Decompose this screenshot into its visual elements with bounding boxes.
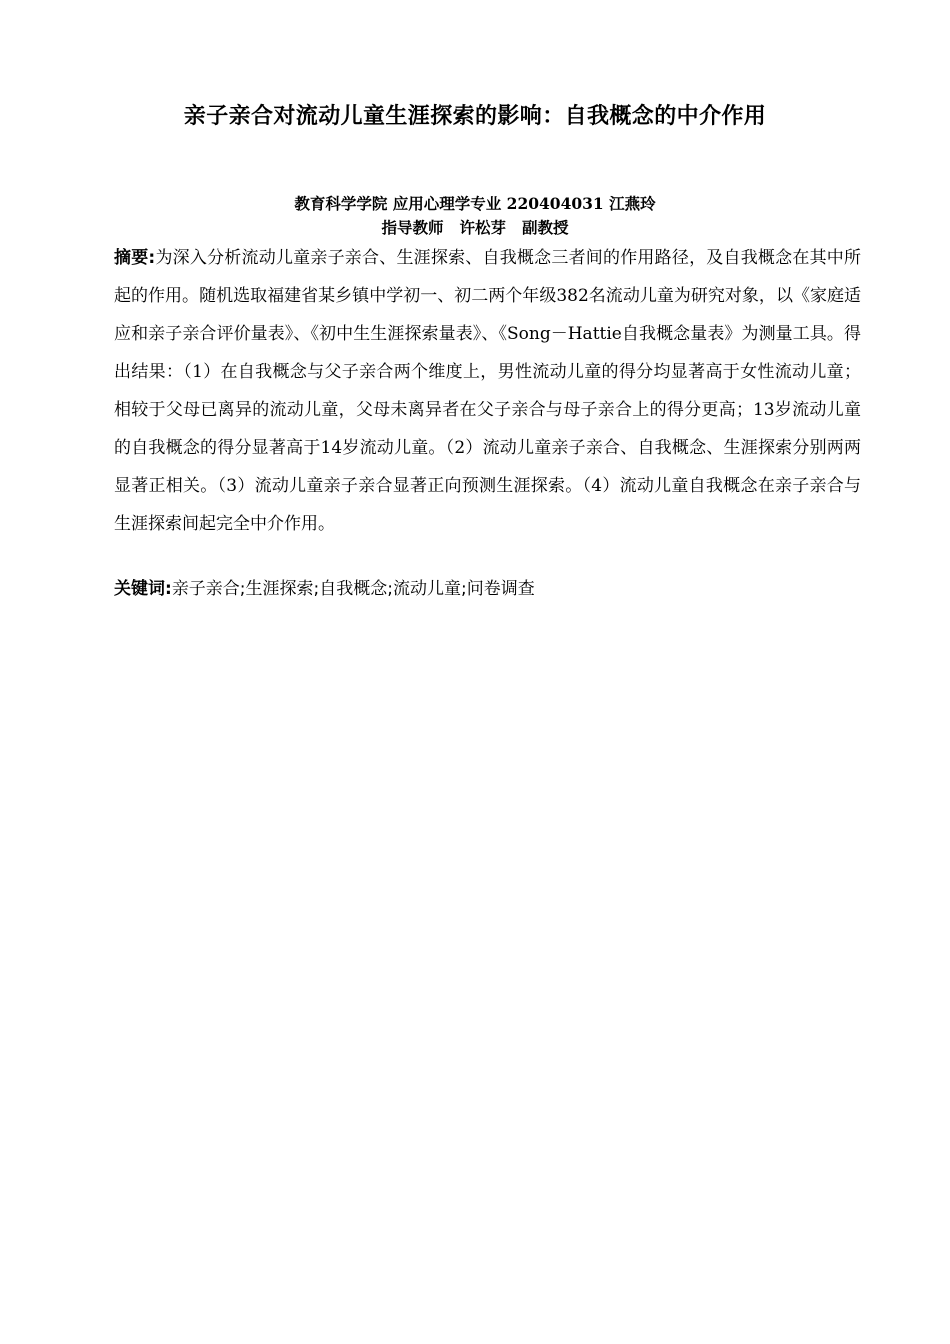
- advisor-name: 许松芽: [459, 218, 506, 237]
- abstract-text: 为深入分析流动儿童亲子亲合、生涯探索、自我概念三者间的作用路径，及自我概念在其中所起的作用。随机选取福建省某乡镇中学初一、初二两个年级382名流动儿童为研究对象，以《家庭适应和亲子亲合评价量表》、《初中生生涯探索量表》、《Song－Hattie自我概念量表》为测量工具。得出结果：（1）在自我概念与父子亲合两个维度上，男性流动儿童的得分均显著高于女性流动儿童；相较于父母已离异的流动儿童，父母未离异者在父子亲合与母子亲合上的得分更高；13岁流动儿童的自我概念的得分显著高于14岁流动儿童。（2）流动儿童亲子亲合、自我概念、生涯探索分别两两显著正相关。（3）流动儿童亲子亲合显著正向预测生涯探索。（4）流动儿童自我概念在亲子亲合与生涯探索间起完全中介作用。: [114, 248, 861, 534]
- author-line: 教育科学学院 应用心理学专业 220404031 江燕玲: [294, 194, 656, 213]
- keywords-line: [114, 575, 861, 603]
- keywords-label: 关键词:: [114, 579, 172, 599]
- advisor-role: 指导教师: [381, 218, 444, 237]
- abstract-label: 摘要:: [114, 248, 156, 268]
- keywords-text: 亲子亲合;生涯探索;自我概念;流动儿童;问卷调查: [171, 579, 535, 599]
- abstract-paragraph: [114, 239, 861, 543]
- advisor-rank: 副教授: [522, 218, 569, 237]
- paper-title: 亲子亲合对流动儿童生涯探索的影响：自我概念的中介作用: [183, 104, 767, 129]
- advisor-line: [0, 217, 950, 239]
